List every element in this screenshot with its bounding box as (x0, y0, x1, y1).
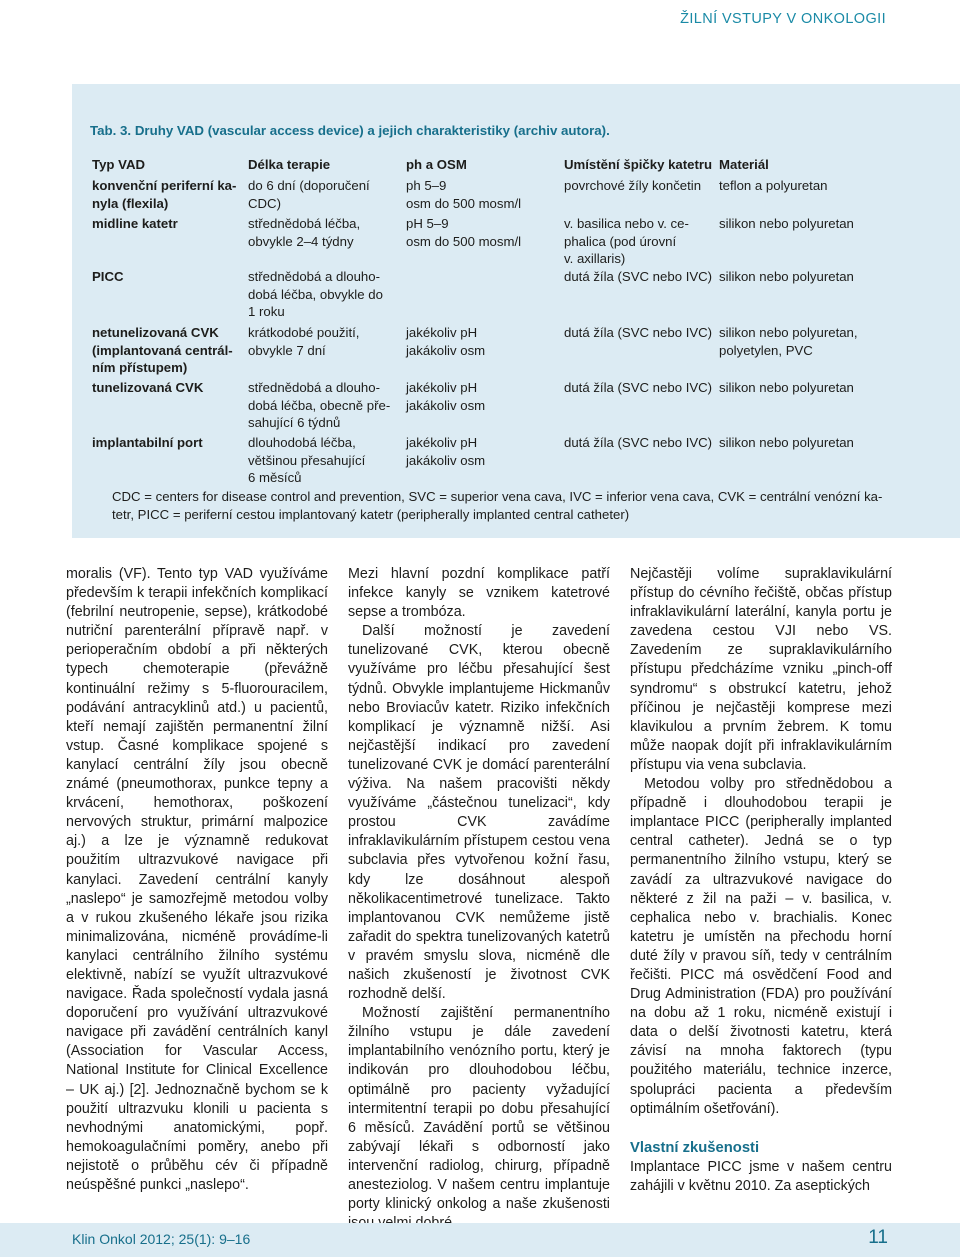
table-cell-tip: dutá žíla (SVC nebo IVC) (564, 269, 713, 284)
table-cell-duration: střednědobá léčba, obvykle 2–4 týdny (248, 216, 361, 249)
body-column-2 (348, 565, 610, 1233)
table-cell-tip: povrchové žíly končetin (564, 178, 702, 193)
table-footnote: CDC = centers for disease control and prevention, SVC = superior vena cava, IVC = inferior vena cava, CVK = centrální venózní ka- tetr, PICC = periferní cestou implantovaný katetr (peripherally implanted central catheter) (112, 489, 883, 522)
table-cell-duration: do 6 dní (doporučení CDC) (248, 178, 370, 211)
paragraph: Implantace PICC jsme v našem centru zahájili v květnu 2010. Za aseptických (630, 1158, 892, 1194)
table-cell-material: teflon a polyuretan (719, 178, 828, 193)
table-cell-material: silikon nebo polyuretan (719, 380, 854, 395)
table-cell-duration: střednědobá a dlouho- dobá léčba, obvykle do 1 roku (248, 269, 383, 320)
table-cell-duration: dlouhodobá léčba, většinou přesahující 6 měsíců (248, 435, 366, 486)
table-cell-vad: tunelizovaná CVK (92, 380, 204, 395)
body-column-1 (66, 565, 328, 1195)
table-cell-duration: střednědobá a dlouho- dobá léčba, obecně pře- sahující 6 týdnů (248, 380, 391, 431)
table-cell-material: silikon nebo polyuretan, polyetylen, PVC (719, 325, 858, 358)
table-cell-vad: implantabilní port (92, 435, 203, 450)
section-heading: Vlastní zkušenosti (630, 1139, 760, 1156)
table-cell-ph: jakékoliv pH jakákoliv osm (406, 435, 486, 468)
table-caption: Tab. 3. Druhy VAD (vascular access device) a jejich charakteristiky (archiv autora). (90, 123, 610, 138)
table-cell-vad: PICC (92, 269, 124, 284)
table-cell-duration: krátkodobé použití, obvykle 7 dní (248, 325, 360, 358)
journal-reference: Klin Onkol 2012; 25(1): 9–16 (72, 1231, 251, 1247)
table-cell-vad: midline katetr (92, 216, 178, 231)
table-header-type: Typ VAD (92, 157, 145, 172)
running-head: ŽILNÍ VSTUPY V ONKOLOGII (680, 11, 886, 27)
table-header-tip: Umístění špičky katetru (564, 157, 713, 172)
table-cell-material: silikon nebo polyuretan (719, 269, 854, 284)
table-cell-material: silikon nebo polyuretan (719, 216, 854, 231)
table-cell-vad: konvenční periferní ka- nyla (flexila) (92, 178, 237, 211)
paragraph: Nejčastěji volíme supraklavikulární přístup do cévního řečiště, občas přístup infraklavikulární laterální, kanyla portu je zavedena cestou VJI nebo VS. Zavedením ze supraklavikulárního přístupu předcházíme vzniku „pinch-off syndromu“ s obstrukcí katetru, jehož příčinou je nejčastěji komprese mezi klavikulou a prvním žebrem. K tomu může naopak dojít při infraklavikulárním přístupu via vena subclavia. (630, 566, 892, 773)
table-cell-ph: jakékoliv pH jakákoliv osm (406, 380, 486, 413)
table-panel (72, 84, 960, 538)
page-footer (0, 1223, 960, 1257)
table-cell-ph: pH 5–9 osm do 500 mosm/l (406, 216, 522, 249)
table-cell-ph: jakékoliv pH jakákoliv osm (406, 325, 486, 358)
table-cell-tip: dutá žíla (SVC nebo IVC) (564, 380, 713, 395)
paragraph: Mezi hlavní pozdní komplikace patří infekce kanyly se vznikem katetrové sepse a trombóza. (348, 566, 610, 621)
body-column-3 (630, 565, 892, 1196)
vad-table (92, 84, 960, 538)
paragraph: Metodou volby pro střednědobou a případně i dlouhodobou terapii je implantace PICC (peripherally implanted central catheter). Jedná se o typ permanentního žilního vstupu, který se zavádí za ultrazvukové navigace do některé z žil na paži – v. basilica, v. cephalica nebo v. brachialis. Konec katetru je umístěn na přechodu horní duté žíly v pravou síň, tedy v centrálním řečišti. PICC má osvědčení Food and Drug Administration (FDA) pro používání na dobu až 1 roku, nicméně existují i data o delší životnosti katetru, která závisí na mnoha faktorech (typu použitého materiálu, technice inzerce, spolupráci pacienta a především optimálním ošetřování). (630, 776, 892, 1117)
table-header-duration: Délka terapie (248, 157, 331, 172)
table-cell-ph: ph 5–9 osm do 500 mosm/l (406, 178, 522, 211)
table-cell-material: silikon nebo polyuretan (719, 435, 854, 450)
paragraph: Možností zajištění permanentního žilního vstupu je dále zavedení implantabilního venózního portu, který je indikován pro dlouhodobou léčbu, optimálně pro pacienty vyžadující intermitentní terapii po dobu přesahující 6 měsíců. Zavádění portů se většinou zabývají lékaři s odborností jako intervenční radiolog, chirurg, případně anesteziolog. V našem centru implantuje porty klinický onkolog a naše zkušenosti (348, 1005, 610, 1213)
paragraph: moralis (VF). Tento typ VAD využíváme především k terapii infekčních komplikací (febrilní neutropenie, sepse), krátkodobé nutriční parenterální přípravě např. v perioperačním období a při některých typech chemoterapie (převážně kontinuální režimy s 5-fluorouracilem, podávání antracyklinů atd.) u pacientů, kteří nemají zajištěn permanentní žilní vstup. Časné komplikace spojené s kanylací centrální žíly jsou obecně známé (pneumothorax, punkce tepny a krvácení, hemothorax, poškození nervových struktur, primární malpozice aj.) a lze je významně redukovat použitím ultrazvukové navigace při kanylaci. Zavedení centrální kanyly „naslepo“ je samozřejmě metodou volby a v rukou zkušeného lékaře jsou rizika minimalizována, nicméně provádíme-li kanylaci centrálního žilního systému elektivně, nabízí se využít ultrazvukové navigace. Řada společností vydala jasná doporučení pro využívání ultrazvukové navigace při zavádění centrálních kanyl (Association for Vascular Access, National Institute for Clinical Excellence – UK aj.) [2]. Jednoznačně bychom se k použití ultrazvuku klonili u pacienta s nevhodnými anatomickými, popř. hemokoagulačními poměry, anebo při nejistotě o průběhu cév či případně neúspěšné punkci „naslepo“. (66, 566, 328, 1193)
table-cell-vad: netunelizovaná CVK (implantovaná centrál- ním přístupem) (92, 325, 233, 376)
table-header-ph: ph a OSM (406, 157, 467, 172)
paragraph: Další možností je zavedení tunelizované CVK, kterou obecně využíváme pro léčbu přesahující šest týdnů. Obvykle implantujeme Hickmanův nebo Broviacův katetr. Riziko infekčních komplikací je významně nižší. Asi nejčastější indikací pro zavedení tunelizované CVK je domácí parenterální výživa. Na našem pracovišti někdy využíváme „částečnou tunelizaci“, kdy prostou CVK zavádíme infraklavikulárním přístupem cestou vena subclavia přes vytvořenou kožní řasu, kdy lze dosáhnout alespoň několikacentimetrové tunelizace. Takto implantovanou CVK nemůžeme jistě zařadit do spektra tunelizovaných katetrů v pravém smyslu slova, nicméně dle našich zkušeností je životnost CVK rozhodně delší. (348, 623, 610, 1003)
page-number: 11 (868, 1227, 888, 1248)
table-header-material: Materiál (719, 157, 769, 172)
table-cell-tip: dutá žíla (SVC nebo IVC) (564, 435, 713, 450)
table-cell-tip: v. basilica nebo v. ce- phalica (pod úrovní v. axillaris) (564, 216, 689, 267)
table-cell-tip: dutá žíla (SVC nebo IVC) (564, 325, 713, 340)
